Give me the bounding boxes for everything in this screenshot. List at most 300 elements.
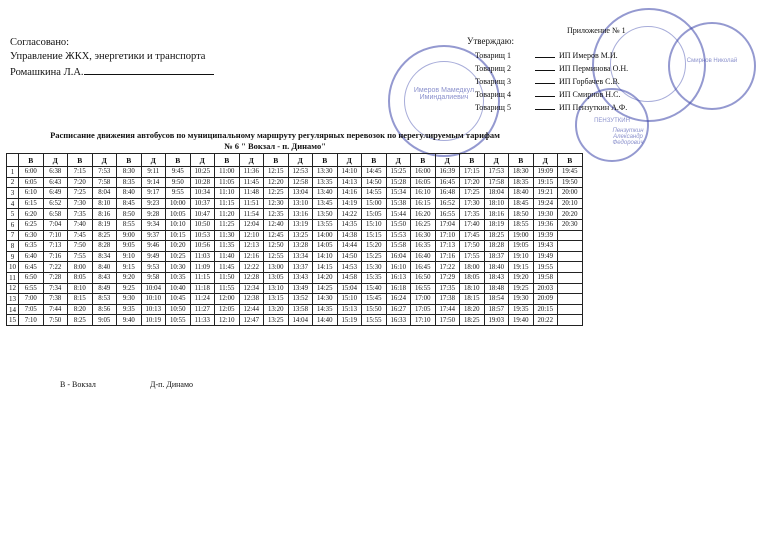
- row-number-cell: 15: [7, 315, 19, 326]
- time-cell: [558, 241, 583, 252]
- time-cell: 19:39: [533, 230, 558, 241]
- time-cell: 11:24: [190, 294, 215, 305]
- companion-name: ИП Имеров М.И.: [559, 51, 618, 60]
- companion-sign-line: [535, 88, 555, 97]
- time-cell: 18:54: [484, 294, 509, 305]
- time-cell: 14:25: [313, 283, 338, 294]
- time-cell: 6:45: [19, 262, 44, 273]
- time-cell: 9:05: [117, 241, 142, 252]
- time-cell: 11:50: [215, 272, 240, 283]
- header-cell: Д: [288, 154, 313, 167]
- time-cell: 18:40: [484, 262, 509, 273]
- time-cell: 9:45: [166, 167, 191, 178]
- time-cell: 14:35: [337, 219, 362, 230]
- companion-label: Товарищ 1: [475, 51, 511, 60]
- time-cell: 7:15: [68, 167, 93, 178]
- time-cell: 7:53: [92, 167, 117, 178]
- time-cell: 17:15: [460, 167, 485, 178]
- time-cell: 6:25: [19, 219, 44, 230]
- time-cell: 12:30: [264, 198, 289, 209]
- table-row: [7, 219, 583, 230]
- time-cell: 14:44: [337, 241, 362, 252]
- time-cell: 8:50: [117, 209, 142, 220]
- time-cell: 9:30: [117, 294, 142, 305]
- time-cell: 15:10: [362, 219, 387, 230]
- time-cell: 18:55: [509, 219, 534, 230]
- stamp-large-text: Имеров Мамедкул Иминдалиевич: [413, 87, 475, 101]
- annex-label: Приложение № 1: [567, 26, 626, 35]
- time-cell: 6:55: [19, 283, 44, 294]
- header-cell: В: [509, 154, 534, 167]
- time-cell: 9:49: [141, 251, 166, 262]
- time-cell: [558, 283, 583, 294]
- schedule-title-line1: Расписание движения автобусов по муниципальному маршруту регулярных перевозок по нерегулируемым тарифам: [50, 130, 500, 140]
- signature-line: [84, 64, 214, 75]
- time-cell: 12:15: [264, 167, 289, 178]
- time-cell: 11:36: [239, 167, 264, 178]
- time-cell: 6:49: [43, 188, 68, 199]
- time-cell: 11:20: [215, 209, 240, 220]
- time-cell: 13:25: [288, 230, 313, 241]
- time-cell: 13:25: [264, 315, 289, 326]
- time-cell: 20:10: [558, 198, 583, 209]
- companion-label: Товарищ 2: [475, 64, 511, 73]
- time-cell: 18:30: [509, 167, 534, 178]
- time-cell: 14:00: [313, 230, 338, 241]
- stamp-far-right-text: Смирнов Николай: [686, 58, 738, 64]
- time-cell: 14:35: [313, 304, 338, 315]
- time-cell: 17:45: [460, 230, 485, 241]
- time-cell: 7:55: [68, 251, 93, 262]
- time-cell: 15:10: [337, 294, 362, 305]
- time-cell: 15:53: [386, 230, 411, 241]
- time-cell: 8:53: [92, 294, 117, 305]
- time-cell: 13:20: [264, 304, 289, 315]
- time-cell: 14:40: [313, 315, 338, 326]
- time-cell: 16:40: [411, 251, 436, 262]
- time-cell: 15:34: [386, 188, 411, 199]
- agreed-label: Согласовано:: [10, 37, 70, 48]
- time-cell: 19:20: [509, 272, 534, 283]
- time-cell: 18:43: [484, 272, 509, 283]
- time-cell: 15:58: [386, 241, 411, 252]
- time-cell: 14:20: [313, 272, 338, 283]
- time-cell: 17:00: [411, 294, 436, 305]
- time-cell: 11:05: [215, 177, 240, 188]
- time-cell: 18:00: [460, 262, 485, 273]
- time-cell: 9:14: [141, 177, 166, 188]
- time-cell: 12:10: [239, 230, 264, 241]
- time-cell: 14:53: [337, 262, 362, 273]
- time-cell: [558, 272, 583, 283]
- time-cell: 6:00: [19, 167, 44, 178]
- time-cell: [558, 262, 583, 273]
- header-cell: Д: [386, 154, 411, 167]
- time-cell: 14:22: [337, 209, 362, 220]
- table-body: [7, 167, 583, 326]
- companion-sign-line: [535, 101, 555, 110]
- time-cell: 11:48: [239, 188, 264, 199]
- time-cell: 18:10: [484, 198, 509, 209]
- time-cell: [558, 304, 583, 315]
- time-cell: 14:55: [362, 188, 387, 199]
- time-cell: 20:03: [533, 283, 558, 294]
- time-cell: 9:10: [117, 251, 142, 262]
- header-cell: Д: [141, 154, 166, 167]
- time-cell: 15:13: [337, 304, 362, 315]
- time-cell: 7:05: [19, 304, 44, 315]
- approve-label: Утверждаю:: [467, 36, 515, 46]
- time-cell: 11:09: [190, 262, 215, 273]
- time-cell: 18:50: [509, 209, 534, 220]
- time-cell: 6:52: [43, 198, 68, 209]
- header-cell: Д: [435, 154, 460, 167]
- time-cell: 19:15: [509, 262, 534, 273]
- time-cell: 19:25: [509, 283, 534, 294]
- time-cell: 12:16: [239, 251, 264, 262]
- time-cell: 16:10: [386, 262, 411, 273]
- time-cell: 16:50: [411, 272, 436, 283]
- time-cell: 15:25: [386, 167, 411, 178]
- header-cell: Д: [239, 154, 264, 167]
- time-cell: 9:40: [117, 315, 142, 326]
- time-cell: 11:33: [190, 315, 215, 326]
- time-cell: 8:56: [92, 304, 117, 315]
- table-row: [7, 230, 583, 241]
- time-cell: 16:48: [435, 188, 460, 199]
- time-cell: 11:45: [239, 177, 264, 188]
- time-cell: 10:55: [166, 315, 191, 326]
- time-cell: 10:25: [166, 251, 191, 262]
- time-cell: 17:10: [435, 230, 460, 241]
- time-cell: 19:35: [509, 304, 534, 315]
- stamp-bottom: [575, 88, 649, 162]
- time-cell: 17:50: [460, 241, 485, 252]
- header-cell: В: [264, 154, 289, 167]
- table-row: [7, 241, 583, 252]
- header-cell: Д: [43, 154, 68, 167]
- time-cell: 18:40: [509, 188, 534, 199]
- time-cell: 12:35: [264, 209, 289, 220]
- time-cell: 19:03: [484, 315, 509, 326]
- time-cell: 10:35: [166, 272, 191, 283]
- header-cell: В: [68, 154, 93, 167]
- table-row: [7, 283, 583, 294]
- time-cell: 19:45: [558, 167, 583, 178]
- time-cell: 10:10: [166, 219, 191, 230]
- schedule-table: [6, 153, 583, 326]
- time-cell: 7:35: [68, 209, 93, 220]
- time-cell: 13:55: [313, 219, 338, 230]
- time-cell: [558, 315, 583, 326]
- time-cell: 7:34: [43, 283, 68, 294]
- time-cell: 10:34: [190, 188, 215, 199]
- header-cell: В: [313, 154, 338, 167]
- time-cell: 10:40: [166, 283, 191, 294]
- time-cell: 8:04: [92, 188, 117, 199]
- time-cell: 7:20: [68, 177, 93, 188]
- time-cell: 14:04: [288, 315, 313, 326]
- time-cell: 20:30: [558, 219, 583, 230]
- time-cell: 16:45: [435, 177, 460, 188]
- time-cell: 10:20: [166, 241, 191, 252]
- time-cell: 16:18: [386, 283, 411, 294]
- time-cell: 6:43: [43, 177, 68, 188]
- time-cell: 12:45: [264, 230, 289, 241]
- time-cell: 6:15: [19, 198, 44, 209]
- row-number-cell: 14: [7, 304, 19, 315]
- time-cell: 8:34: [92, 251, 117, 262]
- time-cell: 17:38: [435, 294, 460, 305]
- time-cell: 17:50: [435, 315, 460, 326]
- header-cell: Д: [190, 154, 215, 167]
- time-cell: [558, 251, 583, 262]
- time-cell: 6:38: [43, 167, 68, 178]
- time-cell: 19:58: [533, 272, 558, 283]
- row-number-cell: 12: [7, 283, 19, 294]
- companion-sign-line: [535, 49, 555, 58]
- time-cell: 14:30: [313, 294, 338, 305]
- time-cell: 14:13: [337, 177, 362, 188]
- agreed-block: [10, 36, 214, 80]
- time-cell: 19:15: [533, 177, 558, 188]
- companion-name: ИП Пензуткин А.Ф.: [559, 103, 628, 112]
- time-cell: 15:15: [362, 230, 387, 241]
- time-cell: 10:47: [190, 209, 215, 220]
- time-cell: 12:10: [215, 315, 240, 326]
- time-cell: 9:00: [117, 230, 142, 241]
- row-number-cell: 3: [7, 188, 19, 199]
- time-cell: 15:45: [362, 294, 387, 305]
- time-cell: 18:10: [460, 283, 485, 294]
- companion-name: ИП Горбачев С.В.: [559, 77, 620, 86]
- time-cell: 16:20: [411, 209, 436, 220]
- time-cell: 8:10: [92, 198, 117, 209]
- schedule-title: [30, 130, 520, 152]
- time-cell: 7:04: [43, 219, 68, 230]
- time-cell: 10:56: [190, 241, 215, 252]
- time-cell: 10:45: [166, 294, 191, 305]
- time-cell: 7:50: [68, 241, 93, 252]
- time-cell: 17:44: [435, 304, 460, 315]
- time-cell: 14:05: [313, 241, 338, 252]
- time-cell: 10:37: [190, 198, 215, 209]
- time-cell: 9:58: [141, 272, 166, 283]
- time-cell: 12:34: [239, 283, 264, 294]
- time-cell: 14:50: [337, 251, 362, 262]
- row-number-cell: 5: [7, 209, 19, 220]
- time-cell: 10:19: [141, 315, 166, 326]
- header-cell: В: [460, 154, 485, 167]
- time-cell: 11:40: [215, 251, 240, 262]
- stamp-far-right: [668, 22, 756, 110]
- time-cell: 12:22: [239, 262, 264, 273]
- time-cell: 11:03: [190, 251, 215, 262]
- time-cell: 12:47: [239, 315, 264, 326]
- time-cell: 6:30: [19, 230, 44, 241]
- time-cell: 13:15: [264, 294, 289, 305]
- time-cell: 20:20: [558, 209, 583, 220]
- time-cell: 8:43: [92, 272, 117, 283]
- table-row: [7, 262, 583, 273]
- time-cell: 18:05: [460, 272, 485, 283]
- time-cell: 16:35: [411, 241, 436, 252]
- schedule-title-line2: № 6 " Вокзал - п. Динамо": [224, 141, 326, 151]
- time-cell: 15:40: [362, 283, 387, 294]
- time-cell: 12:20: [264, 177, 289, 188]
- companion-row: [475, 62, 628, 73]
- time-cell: 17:29: [435, 272, 460, 283]
- time-cell: 19:43: [533, 241, 558, 252]
- time-cell: 17:04: [435, 219, 460, 230]
- time-cell: 13:30: [313, 167, 338, 178]
- time-cell: 13:00: [264, 262, 289, 273]
- time-cell: 9:34: [141, 219, 166, 230]
- time-cell: 11:27: [190, 304, 215, 315]
- time-cell: 16:45: [411, 262, 436, 273]
- time-cell: 19:24: [533, 198, 558, 209]
- time-cell: 18:57: [484, 304, 509, 315]
- time-cell: 8:05: [68, 272, 93, 283]
- time-cell: 7:22: [43, 262, 68, 273]
- table-header-row: [7, 154, 583, 167]
- time-cell: 7:45: [68, 230, 93, 241]
- time-cell: 10:05: [166, 209, 191, 220]
- companion-name: ИП Смирнов Н.С.: [559, 90, 621, 99]
- time-cell: 9:46: [141, 241, 166, 252]
- row-number-cell: 8: [7, 241, 19, 252]
- time-cell: 9:37: [141, 230, 166, 241]
- time-cell: 15:20: [362, 241, 387, 252]
- time-cell: 13:35: [313, 177, 338, 188]
- row-number-cell: 10: [7, 262, 19, 273]
- time-cell: 18:28: [484, 241, 509, 252]
- time-cell: 13:58: [288, 304, 313, 315]
- agreed-org: Управление ЖКХ, энергетики и транспорта: [10, 51, 206, 62]
- time-cell: 14:38: [337, 230, 362, 241]
- time-cell: 8:55: [117, 219, 142, 230]
- time-cell: 9:25: [117, 283, 142, 294]
- header-cell: В: [558, 154, 583, 167]
- signature-scribble: Пензуткин Александр Федорович: [612, 128, 644, 146]
- time-cell: 19:09: [533, 167, 558, 178]
- companion-sign-line: [535, 75, 555, 84]
- header-cell: Д: [533, 154, 558, 167]
- time-cell: 11:25: [215, 219, 240, 230]
- time-cell: 10:28: [190, 177, 215, 188]
- time-cell: 17:25: [460, 188, 485, 199]
- time-cell: 18:48: [484, 283, 509, 294]
- time-cell: 9:05: [92, 315, 117, 326]
- legend-station-v: В - Вокзал: [60, 380, 96, 389]
- time-cell: 16:15: [411, 198, 436, 209]
- table-row: [7, 304, 583, 315]
- time-cell: 6:05: [19, 177, 44, 188]
- time-cell: 18:25: [460, 315, 485, 326]
- time-cell: 12:40: [264, 219, 289, 230]
- time-cell: 7:10: [43, 230, 68, 241]
- time-cell: 15:44: [386, 209, 411, 220]
- time-cell: 19:55: [533, 262, 558, 273]
- companion-row: [475, 101, 627, 112]
- header-cell: В: [362, 154, 387, 167]
- time-cell: 20:15: [533, 304, 558, 315]
- time-cell: 9:17: [141, 188, 166, 199]
- time-cell: 20:09: [533, 294, 558, 305]
- time-cell: 13:52: [288, 294, 313, 305]
- time-cell: 15:50: [386, 219, 411, 230]
- time-cell: 6:50: [19, 272, 44, 283]
- time-cell: 13:28: [288, 241, 313, 252]
- time-cell: 11:15: [215, 198, 240, 209]
- time-cell: 16:04: [386, 251, 411, 262]
- time-cell: 12:50: [264, 241, 289, 252]
- time-cell: 19:30: [509, 294, 534, 305]
- time-cell: 8:35: [117, 177, 142, 188]
- time-cell: 8:16: [92, 209, 117, 220]
- companion-label: Товарищ 5: [475, 103, 511, 112]
- time-cell: 9:23: [141, 198, 166, 209]
- companion-name: ИП Перминова О.Н.: [559, 64, 629, 73]
- time-cell: 8:20: [68, 304, 93, 315]
- time-cell: 15:05: [362, 209, 387, 220]
- companion-row: [475, 88, 620, 99]
- time-cell: 6:20: [19, 209, 44, 220]
- time-cell: 11:30: [215, 230, 240, 241]
- time-cell: 15:35: [362, 272, 387, 283]
- time-cell: 15:25: [362, 251, 387, 262]
- row-number-cell: 4: [7, 198, 19, 209]
- time-cell: 16:05: [411, 177, 436, 188]
- time-cell: 19:50: [558, 177, 583, 188]
- time-cell: 13:45: [313, 198, 338, 209]
- time-cell: 8:25: [92, 230, 117, 241]
- time-cell: 18:25: [484, 230, 509, 241]
- time-cell: 8:19: [92, 219, 117, 230]
- time-cell: 19:10: [509, 251, 534, 262]
- time-cell: 17:40: [460, 219, 485, 230]
- time-cell: 11:10: [215, 188, 240, 199]
- time-cell: 10:50: [190, 219, 215, 230]
- time-cell: 9:20: [117, 272, 142, 283]
- header-cell: В: [19, 154, 44, 167]
- time-cell: 16:33: [386, 315, 411, 326]
- time-cell: 7:00: [19, 294, 44, 305]
- header-cell: В: [117, 154, 142, 167]
- stamp-large-inner: [404, 61, 484, 141]
- time-cell: 17:30: [460, 198, 485, 209]
- time-cell: 12:55: [264, 251, 289, 262]
- time-cell: 13:43: [288, 272, 313, 283]
- agreed-person-line: [10, 64, 214, 80]
- time-cell: 8:49: [92, 283, 117, 294]
- time-cell: 14:58: [337, 272, 362, 283]
- time-cell: 10:50: [166, 304, 191, 315]
- time-cell: 8:25: [68, 315, 93, 326]
- time-cell: 7:44: [43, 304, 68, 315]
- time-cell: 10:25: [190, 167, 215, 178]
- time-cell: 6:40: [19, 251, 44, 262]
- companion-row: [475, 75, 620, 86]
- time-cell: 11:54: [239, 209, 264, 220]
- time-cell: 9:15: [117, 262, 142, 273]
- time-cell: 19:40: [509, 315, 534, 326]
- time-cell: 12:44: [239, 304, 264, 315]
- time-cell: 19:36: [533, 219, 558, 230]
- time-cell: 7:50: [43, 315, 68, 326]
- agreed-person: Ромашкина Л.А.: [10, 67, 84, 78]
- header-cell: Д: [92, 154, 117, 167]
